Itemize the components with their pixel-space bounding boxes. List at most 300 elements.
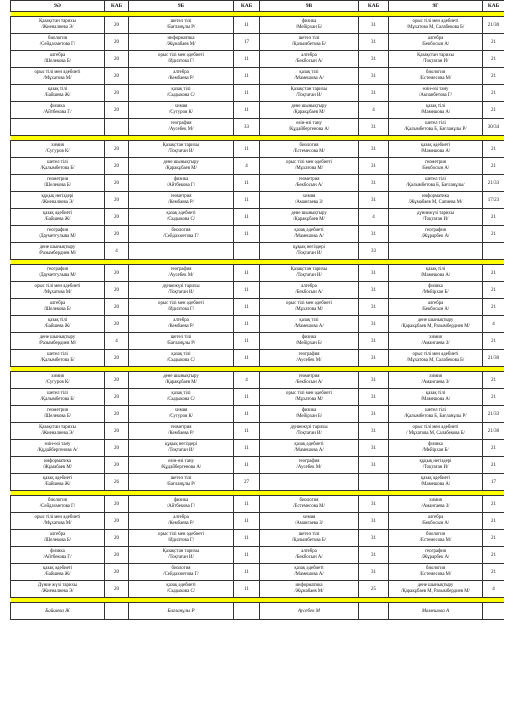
lesson-cell bbox=[11, 513, 105, 530]
teacher-name: /Жұмабаев М, Сапиева М/ bbox=[408, 200, 463, 205]
lesson-row bbox=[11, 530, 505, 547]
lesson-cell bbox=[11, 372, 105, 389]
teacher-name: /Естемесова М/ bbox=[419, 572, 452, 577]
subject-name: өзін-өзі тану bbox=[422, 87, 449, 93]
subject-name: шетел тілі bbox=[425, 121, 446, 127]
lesson-row bbox=[11, 282, 505, 299]
teacher-name: /Сугуров К/ bbox=[45, 380, 70, 385]
lesson-cell bbox=[389, 440, 483, 457]
room-number: 31 bbox=[359, 350, 389, 367]
subject-name: орыс тілі мен әдебиеті bbox=[412, 352, 459, 358]
lesson-cell bbox=[11, 68, 105, 85]
lesson-row bbox=[11, 175, 505, 192]
subject-name: өзін-өзі тану bbox=[296, 121, 322, 127]
teacher-name: /Бағланұлы Р/ bbox=[166, 482, 196, 487]
subject-name: Қазақстан тарихы bbox=[39, 425, 76, 431]
teacher-name: /Мұхатова М/ bbox=[295, 166, 323, 171]
teacher-name: /Айтбекова Г/ bbox=[166, 183, 196, 188]
teacher-name: /Тоқтаған И/ bbox=[422, 217, 449, 222]
room-number: 20 bbox=[105, 51, 129, 68]
lesson-cell bbox=[389, 316, 483, 333]
teacher-name: /Қалымбетова Б/ bbox=[292, 538, 326, 543]
teacher-name: /Тоқтаған И/ bbox=[422, 59, 449, 64]
room-number: 20 bbox=[105, 34, 129, 51]
teacher-name: /Шелекова Б/ bbox=[44, 414, 71, 419]
teacher-name: /Естемесова М/ bbox=[293, 504, 325, 509]
subject-name: қазақ тілі bbox=[47, 87, 68, 93]
room-number: 20 bbox=[105, 564, 129, 581]
header-class-9b: 9Б bbox=[129, 1, 234, 12]
room-number: 21/30 bbox=[483, 350, 505, 367]
lesson-cell bbox=[260, 496, 359, 513]
teacher-name: /Жұмабаев М/ bbox=[43, 465, 72, 470]
subject-name: биология bbox=[48, 498, 67, 504]
lesson-cell bbox=[260, 406, 359, 423]
lesson-cell bbox=[129, 457, 234, 474]
lesson-cell bbox=[11, 17, 105, 34]
teacher-name: /Байшева Ж/ bbox=[44, 93, 71, 98]
subject-name: алгебра bbox=[301, 549, 317, 555]
lesson-row bbox=[11, 372, 505, 389]
teacher-name: /Тоқтаған И/ bbox=[168, 290, 194, 295]
teacher-name: /Қаракұбаев М/ bbox=[165, 380, 197, 385]
lesson-cell bbox=[389, 102, 483, 119]
lesson-cell bbox=[11, 209, 105, 226]
lesson-row bbox=[11, 85, 505, 102]
lesson-cell bbox=[11, 406, 105, 423]
lesson-cell bbox=[129, 581, 234, 598]
subject-name: физика bbox=[301, 408, 317, 414]
subject-name: құқық негіздері bbox=[419, 459, 452, 465]
room-number: 4 bbox=[105, 243, 129, 260]
room-number: 11 bbox=[234, 209, 260, 226]
room-number: 31 bbox=[359, 192, 389, 209]
room-number: 21 bbox=[483, 440, 505, 457]
lesson-row bbox=[11, 158, 505, 175]
lesson-row bbox=[11, 68, 505, 85]
room-number: 21 bbox=[483, 496, 505, 513]
subject-name: физика bbox=[301, 335, 317, 341]
lesson-row bbox=[11, 581, 505, 598]
teacher-name: /Шелекова Б/ bbox=[44, 183, 71, 188]
subject-name: шетел тілі bbox=[47, 160, 68, 166]
lesson-cell bbox=[260, 175, 359, 192]
room-number: 4 bbox=[359, 209, 389, 226]
lesson-cell bbox=[11, 333, 105, 350]
lesson-cell bbox=[129, 265, 234, 282]
teacher-name: /Идилтова Г/ bbox=[167, 538, 195, 543]
room-number: 20 bbox=[105, 513, 129, 530]
subject-name: өзін-өзі тану bbox=[168, 459, 194, 465]
footer-room bbox=[105, 603, 129, 620]
lesson-cell bbox=[389, 564, 483, 581]
schedule-page bbox=[10, 0, 504, 720]
teacher-name: /Мұхатова М, Салабекова Б/ bbox=[406, 25, 465, 30]
room-number: 21/30 bbox=[483, 423, 505, 440]
footer-teacher: Мамешова А bbox=[389, 603, 483, 620]
room-number: 33 bbox=[359, 243, 389, 260]
room-number: 31 bbox=[359, 564, 389, 581]
room-number: 4 bbox=[234, 372, 260, 389]
teacher-name: /Аусебек М/ bbox=[168, 273, 194, 278]
subject-name: биология bbox=[426, 70, 445, 76]
room-number: 4 bbox=[359, 102, 389, 119]
lesson-cell bbox=[129, 350, 234, 367]
subject-name: қазақ тілі bbox=[425, 104, 446, 110]
teacher-name: /Мамешова А/ bbox=[294, 448, 324, 453]
lesson-cell bbox=[389, 474, 483, 491]
teacher-name: /Тоқтаған И/ bbox=[168, 555, 194, 560]
room-number: 21 bbox=[483, 85, 505, 102]
subject-name: биология bbox=[171, 228, 191, 234]
lesson-cell bbox=[11, 474, 105, 491]
teacher-name: /Сыдыкова С/ bbox=[167, 93, 195, 98]
subject-name: шетел тілі bbox=[298, 532, 320, 538]
room-number: 20 bbox=[105, 141, 129, 158]
teacher-name: /Мұхатова М/ bbox=[43, 290, 72, 295]
subject-name: информатика bbox=[421, 194, 450, 200]
subject-name: геометрия bbox=[47, 408, 68, 414]
header-class-9g: 9Г bbox=[389, 1, 483, 12]
subject-name: алгебра bbox=[427, 515, 444, 521]
lesson-cell bbox=[389, 299, 483, 316]
teacher-name: /Жұмабаев М/ bbox=[294, 589, 324, 594]
lesson-cell bbox=[11, 440, 105, 457]
subject-name: информатика bbox=[43, 459, 72, 465]
room-number: 26 bbox=[105, 474, 129, 491]
room-number: 31 bbox=[359, 389, 389, 406]
lesson-cell bbox=[129, 406, 234, 423]
room-number: 21 bbox=[483, 265, 505, 282]
subject-name: алгебра bbox=[427, 301, 444, 307]
subject-name: химия bbox=[51, 143, 64, 149]
lesson-cell bbox=[11, 350, 105, 367]
room-number: 11 bbox=[234, 51, 260, 68]
lesson-cell bbox=[389, 17, 483, 34]
teacher-name: /Мейірхан Б/ bbox=[295, 341, 323, 346]
subject-name: химия bbox=[174, 104, 188, 110]
teacher-name: /Бекбосын А/ bbox=[295, 555, 323, 560]
lesson-row bbox=[11, 34, 505, 51]
room-number: 31 bbox=[359, 333, 389, 350]
subject-name: алгебра bbox=[427, 36, 444, 42]
room-number: 21 bbox=[483, 158, 505, 175]
footer-teacher: Бағланұлы Р bbox=[129, 603, 234, 620]
room-number: 11 bbox=[234, 457, 260, 474]
lesson-cell bbox=[260, 68, 359, 85]
lesson-cell bbox=[129, 440, 234, 457]
teacher-name: /Мамешова А/ bbox=[294, 572, 324, 577]
teacher-name: /Жұрарбек А/ bbox=[421, 555, 450, 560]
lesson-cell bbox=[129, 34, 234, 51]
subject-name: информатика bbox=[295, 583, 323, 589]
subject-name: физика bbox=[173, 177, 189, 183]
room-number: 31 bbox=[359, 423, 389, 440]
room-number: 21 bbox=[483, 299, 505, 316]
subject-name: қазақ тілі bbox=[299, 318, 319, 324]
subject-name: биология bbox=[426, 566, 445, 572]
lesson-cell bbox=[389, 243, 483, 260]
room-number: 31 bbox=[359, 530, 389, 547]
room-number bbox=[483, 243, 505, 260]
room-number: 11 bbox=[234, 423, 260, 440]
subject-name: орыс тілі мен әдебиеті bbox=[34, 70, 81, 76]
room-number: 31 bbox=[359, 547, 389, 564]
room-number: 20 bbox=[105, 85, 129, 102]
subject-name: география bbox=[47, 228, 68, 234]
subject-name: Қазақстан тарихы bbox=[290, 87, 328, 93]
lesson-cell bbox=[260, 85, 359, 102]
room-number: 20 bbox=[105, 209, 129, 226]
subject-name: геометрия bbox=[170, 194, 192, 200]
teacher-name: /Сейдахметова Г/ bbox=[39, 504, 76, 509]
teacher-name: /Кембаева Р/ bbox=[168, 431, 194, 436]
room-number: 11 bbox=[234, 581, 260, 598]
room-number bbox=[359, 474, 389, 491]
lesson-cell bbox=[11, 102, 105, 119]
room-number: 20 bbox=[105, 581, 129, 598]
subject-name: география bbox=[170, 267, 192, 273]
room-number: 20 bbox=[105, 265, 129, 282]
subject-name: химия bbox=[302, 515, 316, 521]
room-number: 20 bbox=[105, 350, 129, 367]
lesson-cell bbox=[11, 299, 105, 316]
lesson-cell bbox=[260, 389, 359, 406]
teacher-name: /Сейдахметова Г/ bbox=[39, 42, 76, 47]
header-room: КАБ bbox=[105, 1, 129, 12]
lesson-cell bbox=[389, 119, 483, 136]
teacher-name: /Қалымбетова Б/ bbox=[40, 166, 75, 171]
lesson-cell bbox=[389, 51, 483, 68]
lesson-cell bbox=[389, 209, 483, 226]
teacher-name: /Мейірхан Б/ bbox=[422, 448, 449, 453]
lesson-row bbox=[11, 265, 505, 282]
lesson-cell bbox=[129, 17, 234, 34]
room-number: 11 bbox=[234, 226, 260, 243]
teacher-name: /Аусебек М/ bbox=[296, 465, 322, 470]
lesson-cell bbox=[11, 85, 105, 102]
subject-name: қазақ әдебиеті bbox=[166, 583, 196, 589]
teacher-name: /Жиеналиева Э/ bbox=[41, 25, 74, 30]
room-number: 20 bbox=[105, 102, 129, 119]
lesson-cell bbox=[129, 423, 234, 440]
lesson-cell bbox=[389, 581, 483, 598]
lesson-cell bbox=[389, 547, 483, 564]
lesson-row bbox=[11, 17, 505, 34]
lesson-cell bbox=[129, 102, 234, 119]
room-number: 31 bbox=[359, 226, 389, 243]
room-number: 21 bbox=[483, 34, 505, 51]
teacher-name: /Қалымбетова Б/ bbox=[40, 397, 75, 402]
lesson-row bbox=[11, 192, 505, 209]
room-number: 25 bbox=[359, 581, 389, 598]
lesson-cell bbox=[11, 192, 105, 209]
room-number bbox=[234, 243, 260, 260]
subject-name: физика bbox=[50, 549, 65, 555]
room-number: 11 bbox=[234, 389, 260, 406]
room-number: 21 bbox=[483, 372, 505, 389]
lesson-cell bbox=[129, 564, 234, 581]
room-number: 21 bbox=[483, 513, 505, 530]
teacher-name: /Қалымбетова Б, Бағланұлы Р/ bbox=[404, 127, 467, 132]
teacher-name: /Айтбекова Г/ bbox=[166, 504, 196, 509]
room-number: 20 bbox=[105, 192, 129, 209]
teacher-name: /Амангаева З/ bbox=[295, 200, 323, 205]
lesson-cell bbox=[260, 581, 359, 598]
lesson-cell bbox=[11, 530, 105, 547]
teacher-name: /Естемесова М/ bbox=[293, 149, 325, 154]
subject-name: алгебра bbox=[49, 53, 66, 59]
subject-name: Қазақстан тарихы bbox=[162, 143, 200, 149]
teacher-name: /Тоқтаған И/ bbox=[296, 251, 322, 256]
room-number: 20 bbox=[105, 17, 129, 34]
teacher-name: /Тоқтаған И/ bbox=[296, 273, 322, 278]
teacher-name: /Мамешова А/ bbox=[294, 324, 324, 329]
room-number: 20 bbox=[105, 299, 129, 316]
lesson-cell bbox=[389, 265, 483, 282]
teacher-name: /Тоқтаған И/ bbox=[168, 149, 194, 154]
lesson-cell bbox=[11, 423, 105, 440]
lesson-row bbox=[11, 457, 505, 474]
teacher-name: /Айтбекова Г/ bbox=[43, 555, 72, 560]
room-number: 21 bbox=[483, 141, 505, 158]
subject-name: орыс тілі мен әдебиеті bbox=[158, 301, 204, 307]
teacher-name: /Сейдахметова Г/ bbox=[163, 572, 199, 577]
footer-room bbox=[234, 603, 260, 620]
teacher-name: /Мұхатова М/ bbox=[295, 307, 323, 312]
teacher-name: /Тоқтаған И/ bbox=[422, 465, 449, 470]
lesson-cell bbox=[389, 85, 483, 102]
teacher-name: /Тоқтаған И/ bbox=[168, 448, 194, 453]
room-number: 20 bbox=[105, 406, 129, 423]
lesson-cell bbox=[260, 243, 359, 260]
subject-name: география bbox=[425, 549, 446, 555]
subject-name: алгебра bbox=[173, 70, 189, 76]
room-number: 20 bbox=[105, 457, 129, 474]
lesson-cell bbox=[129, 243, 234, 260]
footer-room bbox=[483, 603, 505, 620]
teacher-name: /Мамешова А/ bbox=[420, 482, 451, 487]
teacher-name: /Мамешова А/ bbox=[420, 273, 451, 278]
lesson-cell bbox=[11, 547, 105, 564]
room-number: 17 bbox=[234, 34, 260, 51]
lesson-cell bbox=[129, 209, 234, 226]
room-number: 20 bbox=[105, 440, 129, 457]
subject-name: дене шынықтыру bbox=[291, 211, 327, 217]
lesson-cell bbox=[11, 243, 105, 260]
lesson-cell bbox=[260, 457, 359, 474]
room-number: 11 bbox=[234, 192, 260, 209]
teacher-name: /Қаракұбаев М/ bbox=[293, 217, 325, 222]
teacher-name: /Бекбосын А/ bbox=[295, 380, 323, 385]
timetable-body bbox=[11, 12, 505, 620]
teacher-name: /Бекбосын А/ bbox=[421, 521, 450, 526]
room-number: 11 bbox=[234, 141, 260, 158]
teacher-name: /Шелекова Б/ bbox=[44, 307, 71, 312]
teacher-name: /Жиеналиева Э/ bbox=[41, 431, 74, 436]
teacher-name: /Құдайбергенова А/ bbox=[288, 127, 330, 132]
footer-row bbox=[11, 603, 505, 620]
lesson-cell bbox=[389, 513, 483, 530]
teacher-name: /Қаракұбаев М/ bbox=[293, 110, 325, 115]
lesson-row bbox=[11, 226, 505, 243]
room-number: 20 bbox=[105, 175, 129, 192]
lesson-cell bbox=[11, 457, 105, 474]
lesson-cell bbox=[389, 372, 483, 389]
teacher-name: /Идилтова Г/ bbox=[167, 59, 195, 64]
teacher-name: /Мамешова А/ bbox=[420, 110, 451, 115]
subject-name: шетел тілі bbox=[170, 476, 192, 482]
lesson-row bbox=[11, 406, 505, 423]
room-number: 11 bbox=[234, 530, 260, 547]
subject-name: қазақ әдебиеті bbox=[294, 442, 324, 448]
lesson-cell bbox=[260, 564, 359, 581]
room-number: 31 bbox=[359, 457, 389, 474]
teacher-name: /Амангаева З/ bbox=[421, 380, 450, 385]
lesson-cell bbox=[260, 209, 359, 226]
teacher-name: /Разымбердиев М/ bbox=[38, 341, 77, 346]
teacher-name: /Бекбосын А/ bbox=[295, 183, 323, 188]
teacher-name: /Жиеналиева Э/ bbox=[41, 200, 74, 205]
room-number: 21 bbox=[483, 51, 505, 68]
subject-name: геометрия bbox=[170, 425, 192, 431]
room-number: 20 bbox=[105, 423, 129, 440]
subject-name: алгебра bbox=[173, 318, 189, 324]
lesson-row bbox=[11, 299, 505, 316]
lesson-cell bbox=[389, 457, 483, 474]
lesson-cell bbox=[260, 316, 359, 333]
header-room: КАБ bbox=[359, 1, 389, 12]
subject-name: алгебра bbox=[49, 301, 66, 307]
teacher-name: /Сугуров К/ bbox=[45, 149, 70, 154]
subject-name: химия bbox=[302, 194, 316, 200]
lesson-cell bbox=[129, 547, 234, 564]
lesson-cell bbox=[11, 141, 105, 158]
teacher-name: /Сыдыкова С/ bbox=[167, 589, 195, 594]
subject-name: география bbox=[425, 228, 446, 234]
teacher-name: /Амангаева З/ bbox=[295, 521, 323, 526]
teacher-name: /Тоқтаған И/ bbox=[296, 93, 322, 98]
subject-name: Қазақстан тарихы bbox=[39, 19, 76, 25]
lesson-cell bbox=[11, 581, 105, 598]
room-number: 11 bbox=[234, 333, 260, 350]
subject-name: информатика bbox=[167, 36, 195, 42]
lesson-cell bbox=[260, 530, 359, 547]
lesson-cell bbox=[129, 158, 234, 175]
lesson-row bbox=[11, 547, 505, 564]
lesson-row bbox=[11, 350, 505, 367]
room-number: 11 bbox=[234, 282, 260, 299]
lesson-cell bbox=[11, 389, 105, 406]
room-number: 31 bbox=[359, 141, 389, 158]
room-number: 11 bbox=[234, 547, 260, 564]
subject-name: биология bbox=[426, 532, 445, 538]
subject-name: дене шынықтыру bbox=[39, 335, 76, 341]
lesson-cell bbox=[389, 68, 483, 85]
subject-name: шетел тілі bbox=[170, 335, 192, 341]
teacher-name: /Естемесова М/ bbox=[419, 76, 452, 81]
room-number: 20 bbox=[105, 158, 129, 175]
subject-name: дене шынықтыру bbox=[163, 160, 199, 166]
teacher-name: /Қаракұбаев М, Разымбердиев М/ bbox=[401, 589, 470, 594]
room-number: 20 bbox=[105, 68, 129, 85]
subject-name: қазақ әдебиеті bbox=[42, 211, 73, 217]
teacher-name: /Мамешова А/ bbox=[294, 234, 324, 239]
room-number: 21 bbox=[483, 547, 505, 564]
teacher-name: /Байшева Ж/ bbox=[44, 482, 71, 487]
lesson-row bbox=[11, 423, 505, 440]
room-number: 11 bbox=[234, 316, 260, 333]
